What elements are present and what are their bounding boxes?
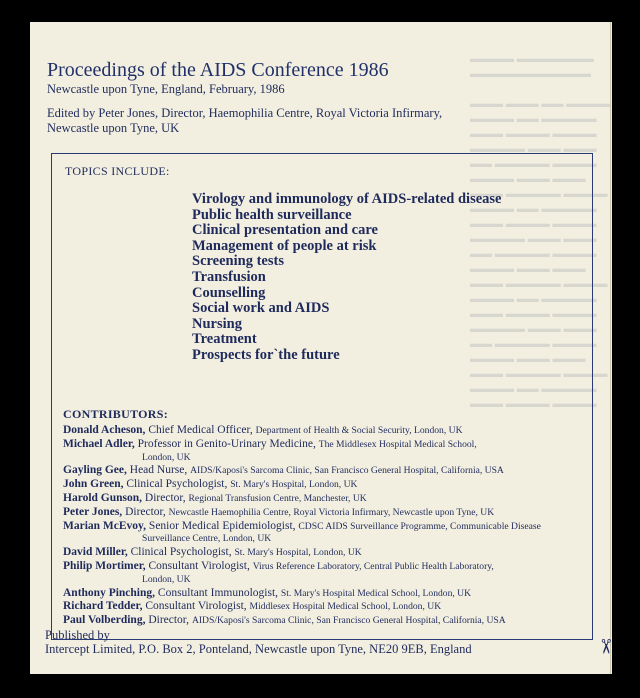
contributor-name: David Miller, (63, 546, 128, 559)
contributor-name: John Green, (63, 478, 124, 491)
contributor-entry (63, 546, 588, 560)
topic-item: Screening tests (192, 253, 284, 270)
conference-place-date: Newcastle upon Tyne, England, February, 1986 (47, 82, 285, 96)
editor-line-1: Edited by Peter Jones, Director, Haemophilia Centre, Royal Victoria Infirmary, (47, 106, 443, 120)
contributors-heading: CONTRIBUTORS: (63, 407, 169, 421)
contributor-entry (63, 560, 588, 587)
contributor-name: Michael Adler, (63, 437, 135, 450)
contributor-affiliation-cont: London, UK (142, 451, 191, 463)
contributor-affiliation: AIDS/Kaposi's Sarcoma Clinic, San Francisco General Hospital, California, USA (191, 615, 506, 627)
reverse-side-showthrough: ▬▬▬▬ ▬▬▬▬▬▬▬ ▬▬▬▬▬▬▬▬▬▬▬ ▬▬▬ ▬▬▬ ▬▬ ▬▬▬▬ ▬▬▬▬ ▬▬ ▬▬▬▬▬ ▬▬▬ ▬▬▬▬ ▬▬▬▬ ▬▬▬▬▬ ▬▬▬ ▬▬▬ ▬▬ ▬▬▬▬▬ ▬▬▬▬ ▬▬▬▬ ▬▬▬ ▬▬▬ ▬▬▬ ▬▬▬▬▬ ▬▬▬▬ ▬▬▬▬ ▬▬ ▬▬▬▬▬ ▬▬▬ ▬▬▬▬ ▬▬▬▬ ▬▬▬▬▬ ▬▬▬ ▬▬▬ ▬▬ ▬▬▬▬▬ ▬▬▬▬ ▬▬▬▬ ▬▬▬ ▬▬▬ ▬▬▬ ▬▬▬▬▬ ▬▬▬▬ ▬▬▬▬ ▬▬ ▬▬▬▬▬ ▬▬▬ ▬▬▬▬ ▬▬▬▬ ▬▬▬▬▬ ▬▬▬ ▬▬▬ ▬▬ ▬▬▬▬▬ ▬▬▬▬ ▬▬▬▬ ▬▬▬ ▬▬▬ ▬▬▬ ▬▬▬▬▬ ▬▬▬▬ ▬▬▬▬ ▬▬ ▬▬▬▬▬ ▬▬▬ ▬▬▬▬ ▬▬▬▬ (470, 53, 611, 410)
topic-item: Virology and immunology of AIDS-related disease (192, 191, 502, 207)
contributor-role: Director, (142, 491, 189, 504)
topic-item: Clinical presentation and care (192, 222, 378, 239)
contributor-affiliation: AIDS/Kaposi's Sarcoma Clinic, San Francisco General Hospital, California, USA (190, 465, 504, 477)
contributor-entry (63, 587, 588, 601)
contributor-entry (63, 520, 588, 547)
contributor-entry (63, 424, 588, 438)
contributor-affiliation: Department of Health & Social Security, London, UK (255, 425, 463, 436)
contributor-name: Anthony Pinching, (63, 586, 156, 599)
topic-item: Transfusion (192, 268, 266, 285)
contributor-affiliation: St. Mary's Hospital, London, UK (234, 547, 362, 559)
topic-item: Social work and AIDS (192, 300, 330, 317)
contributor-affiliation: Virus Reference Laboratory, Central Public Health Laboratory, (252, 560, 494, 572)
contributor-role: Professor in Genito-Urinary Medicine, (134, 437, 319, 450)
contributor-entry (63, 600, 588, 614)
contributor-affiliation-cont: Surveillance Centre, London, UK (142, 533, 272, 545)
contributor-entry (63, 492, 588, 506)
contributor-affiliation: The Middlesex Hospital Medical School, (318, 438, 477, 450)
topic-item: Public health surveillance (192, 206, 352, 223)
contributor-role: Clinical Psychologist, (127, 546, 235, 559)
contributor-entry (63, 614, 588, 628)
contributor-role: Chief Medical Officer, (145, 424, 256, 436)
contributor-role: Senior Medical Epidemiologist, (146, 519, 299, 532)
publisher-label: Published by (45, 628, 110, 642)
contributor-name: Peter Jones, (63, 505, 123, 518)
contributor-role: Consultant Immunologist, (155, 586, 281, 599)
contributor-name: Donald Acheson, (63, 424, 146, 436)
editor-line-2: Newcastle upon Tyne, UK (47, 121, 180, 135)
contributor-affiliation: Newcastle Haemophilia Centre, Royal Victoria Infirmary, Newcastle upon Tyne, UK (168, 506, 495, 518)
topic-item: Counselling (192, 284, 266, 301)
publisher-address: Intercept Limited, P.O. Box 2, Ponteland, Newcastle upon Tyne, NE20 9EB, England (45, 642, 472, 656)
contributor-name: Paul Volberding, (63, 614, 146, 627)
topics-list (192, 192, 501, 364)
contributor-name: Philip Mortimer, (63, 559, 146, 572)
contributor-entry (63, 438, 588, 465)
contributor-name: Richard Tedder, (63, 600, 143, 613)
contributor-affiliation: St. Mary's Hospital Medical School, London, UK (280, 587, 472, 599)
contributor-role: Head Nurse, (126, 464, 191, 477)
contributor-role: Clinical Psychologist, (123, 478, 231, 491)
contributor-affiliation: Middlesex Hospital Medical School, London, UK (249, 601, 442, 613)
topic-item: Nursing (192, 315, 242, 332)
contributor-role: Consultant Virologist, (142, 600, 250, 613)
document-title: Proceedings of the AIDS Conference 1986 (47, 59, 389, 81)
contents-box (51, 153, 593, 640)
contributor-name: Gayling Gee, (63, 464, 127, 477)
document-page (30, 22, 616, 674)
contributor-role: Director, (145, 614, 192, 627)
topic-item: Treatment (192, 331, 257, 348)
contributor-entry (63, 506, 588, 520)
contributor-affiliation-cont: London, UK (142, 573, 191, 585)
topic-item: Prospects for`the future (192, 346, 340, 363)
topic-item: Management of people at risk (192, 237, 377, 254)
contributors-list (63, 424, 588, 628)
contributor-affiliation: St. Mary's Hospital, London, UK (230, 479, 358, 491)
fold-line (610, 22, 611, 674)
topics-heading: TOPICS INCLUDE: (65, 164, 170, 178)
contributor-name: Harold Gunson, (63, 491, 143, 504)
contributor-role: Director, (122, 505, 169, 518)
scissors-icon: ✂ (593, 638, 616, 655)
contributor-role: Consultant Virologist, (145, 559, 253, 572)
contributor-entry (63, 464, 588, 478)
contributor-affiliation: CDSC AIDS Surveillance Programme, Communicable Disease (298, 520, 541, 532)
contributor-name: Marian McEvoy, (63, 519, 147, 532)
contributor-affiliation: Regional Transfusion Centre, Manchester, UK (188, 492, 367, 504)
contributor-entry (63, 478, 588, 492)
